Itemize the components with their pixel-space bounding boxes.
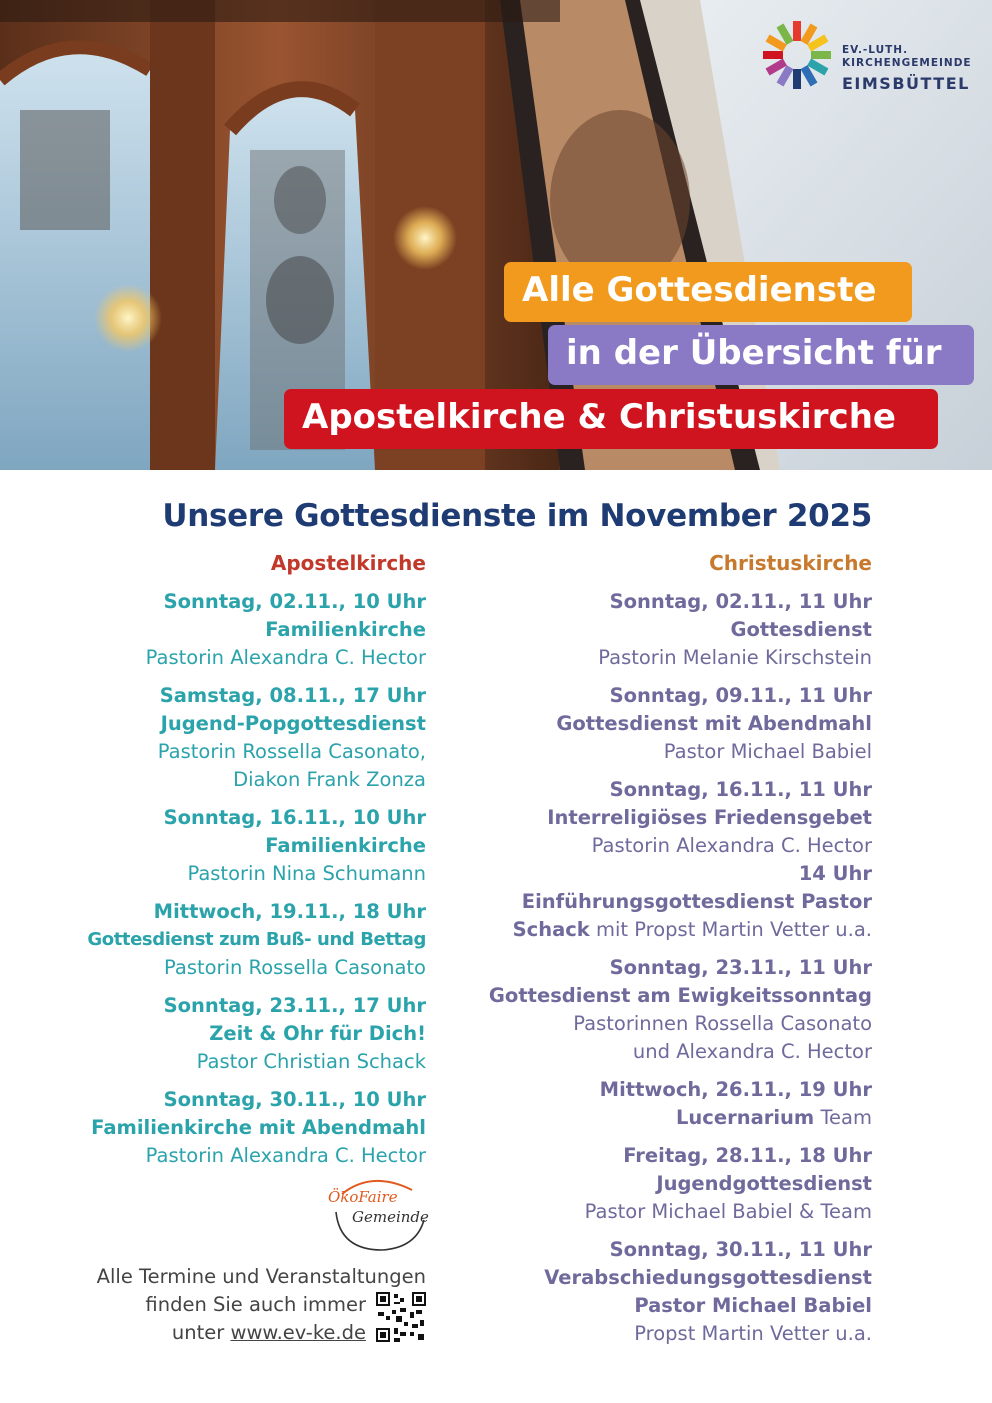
logo-line-3: EIMSBÜTTEL [842,74,970,93]
footer-line-3 [60,1319,426,1347]
service-time-2: 14 Uhr [798,862,872,885]
service-title: Jugend-Popgottesdienst [160,712,426,735]
service-title: Familienkirche [265,618,426,641]
service-date: Sonntag, 16.11., 11 Uhr [609,778,872,801]
service-title: Familienkirche [265,834,426,857]
service-person: Pastor Christian Schack [196,1050,426,1073]
service-person: Propst Martin Vetter u.a. [634,1322,872,1345]
service-person: Pastorinnen Rossella Casonato [573,1012,872,1035]
service-date: Sonntag, 16.11., 10 Uhr [163,806,426,829]
oekofaire-gemeinde-logo [312,1172,430,1254]
service-date: Sonntag, 02.11., 11 Uhr [609,590,872,613]
page-title: Unsere Gottesdienste im November 2025 [162,498,872,534]
service-person: Pastorin Alexandra C. Hector [145,1144,426,1167]
service-person: Team [820,1106,872,1129]
service-person: Pastorin Rossella Casonato, [157,740,426,763]
service-person-2: mit Propst Martin Vetter u.a. [595,918,872,941]
service-date: Mittwoch, 19.11., 18 Uhr [153,900,426,923]
service-entry [40,588,426,672]
banner-line-3: Apostelkirche & Christuskirche [284,389,938,449]
service-entry [440,776,872,944]
service-entry [40,898,426,982]
banner-line-1: Alle Gottesdienste [504,262,912,322]
website-link[interactable]: www.ev-ke.de [230,1321,366,1344]
service-date: Sonntag, 30.11., 11 Uhr [609,1238,872,1261]
christuskirche-column [440,548,872,1358]
service-title: Jugendgottesdienst [656,1172,872,1195]
service-entry [440,954,872,1066]
service-person: Pastorin Rossella Casonato [163,956,426,979]
service-date: Sonntag, 23.11., 17 Uhr [163,994,426,1017]
service-title: Verabschiedungsgottesdienst [544,1266,872,1289]
service-entry [440,588,872,672]
service-line-mixed [440,916,872,944]
service-title: Zeit & Ohr für Dich! [209,1022,426,1045]
service-person: Pastorin Melanie Kirschstein [598,646,872,669]
service-title: Gottesdienst mit Abendmahl [556,712,872,735]
oeko-line-2: Gemeinde [352,1208,429,1226]
service-title-2: Einführungsgottesdienst Pastor [521,890,872,913]
oeko-line-1: ÖkoFaire [328,1188,398,1206]
apostelkirche-heading: Apostelkirche [270,551,426,575]
service-entry [40,1086,426,1170]
service-title: Lucernarium [675,1106,815,1129]
service-line-mixed [440,1104,872,1132]
service-person: Pastor Michael Babiel [663,740,872,763]
service-date: Sonntag, 23.11., 11 Uhr [609,956,872,979]
service-date: Sonntag, 02.11., 10 Uhr [163,590,426,613]
service-date: Mittwoch, 26.11., 19 Uhr [599,1078,872,1101]
service-person: Pastor Michael Babiel & Team [584,1200,872,1223]
service-entry [40,682,426,794]
parish-logo [760,18,975,108]
service-entry [40,992,426,1076]
footer-text [60,1263,426,1347]
service-date: Freitag, 28.11., 18 Uhr [623,1144,872,1167]
service-title-2: Pastor Michael Babiel [634,1294,872,1317]
service-title: Familienkirche mit Abendmahl [91,1116,426,1139]
logo-line-2: KIRCHENGEMEINDE [842,57,972,69]
service-person-2: und Alexandra C. Hector [632,1040,872,1063]
footer-line-1: Alle Termine und Veranstaltungen [96,1265,426,1288]
service-person: Pastorin Nina Schumann [187,862,426,885]
service-entry [440,1236,872,1348]
service-title: Interreligiöses Friedensgebet [547,806,872,829]
service-title: Gottesdienst zum Buß- und Bettag [87,929,426,950]
service-entry [440,1142,872,1226]
christuskirche-heading: Christuskirche [709,551,872,575]
qr-code-icon[interactable] [376,1292,426,1342]
footer-line-2: finden Sie auch immer [145,1293,366,1316]
service-entry [40,804,426,888]
service-date: Sonntag, 30.11., 10 Uhr [163,1088,426,1111]
service-title-2b: Schack [512,918,590,941]
footer-prefix: unter [171,1321,225,1344]
hero-photo [0,0,992,470]
service-title: Gottesdienst am Ewigkeitssonntag [488,984,872,1007]
service-date: Samstag, 08.11., 17 Uhr [159,684,426,707]
service-entry [440,682,872,766]
service-person-2: Diakon Frank Zonza [233,768,426,791]
service-entry [440,1076,872,1132]
service-person: Pastorin Alexandra C. Hector [145,646,426,669]
apostelkirche-column [40,548,426,1180]
logo-line-1: EV.-LUTH. [842,44,909,56]
service-date: Sonntag, 09.11., 11 Uhr [609,684,872,707]
banner-line-2: in der Übersicht für [548,325,974,385]
service-title: Gottesdienst [730,618,872,641]
parish-logo-mark-icon [760,18,834,92]
service-person: Pastorin Alexandra C. Hector [591,834,872,857]
